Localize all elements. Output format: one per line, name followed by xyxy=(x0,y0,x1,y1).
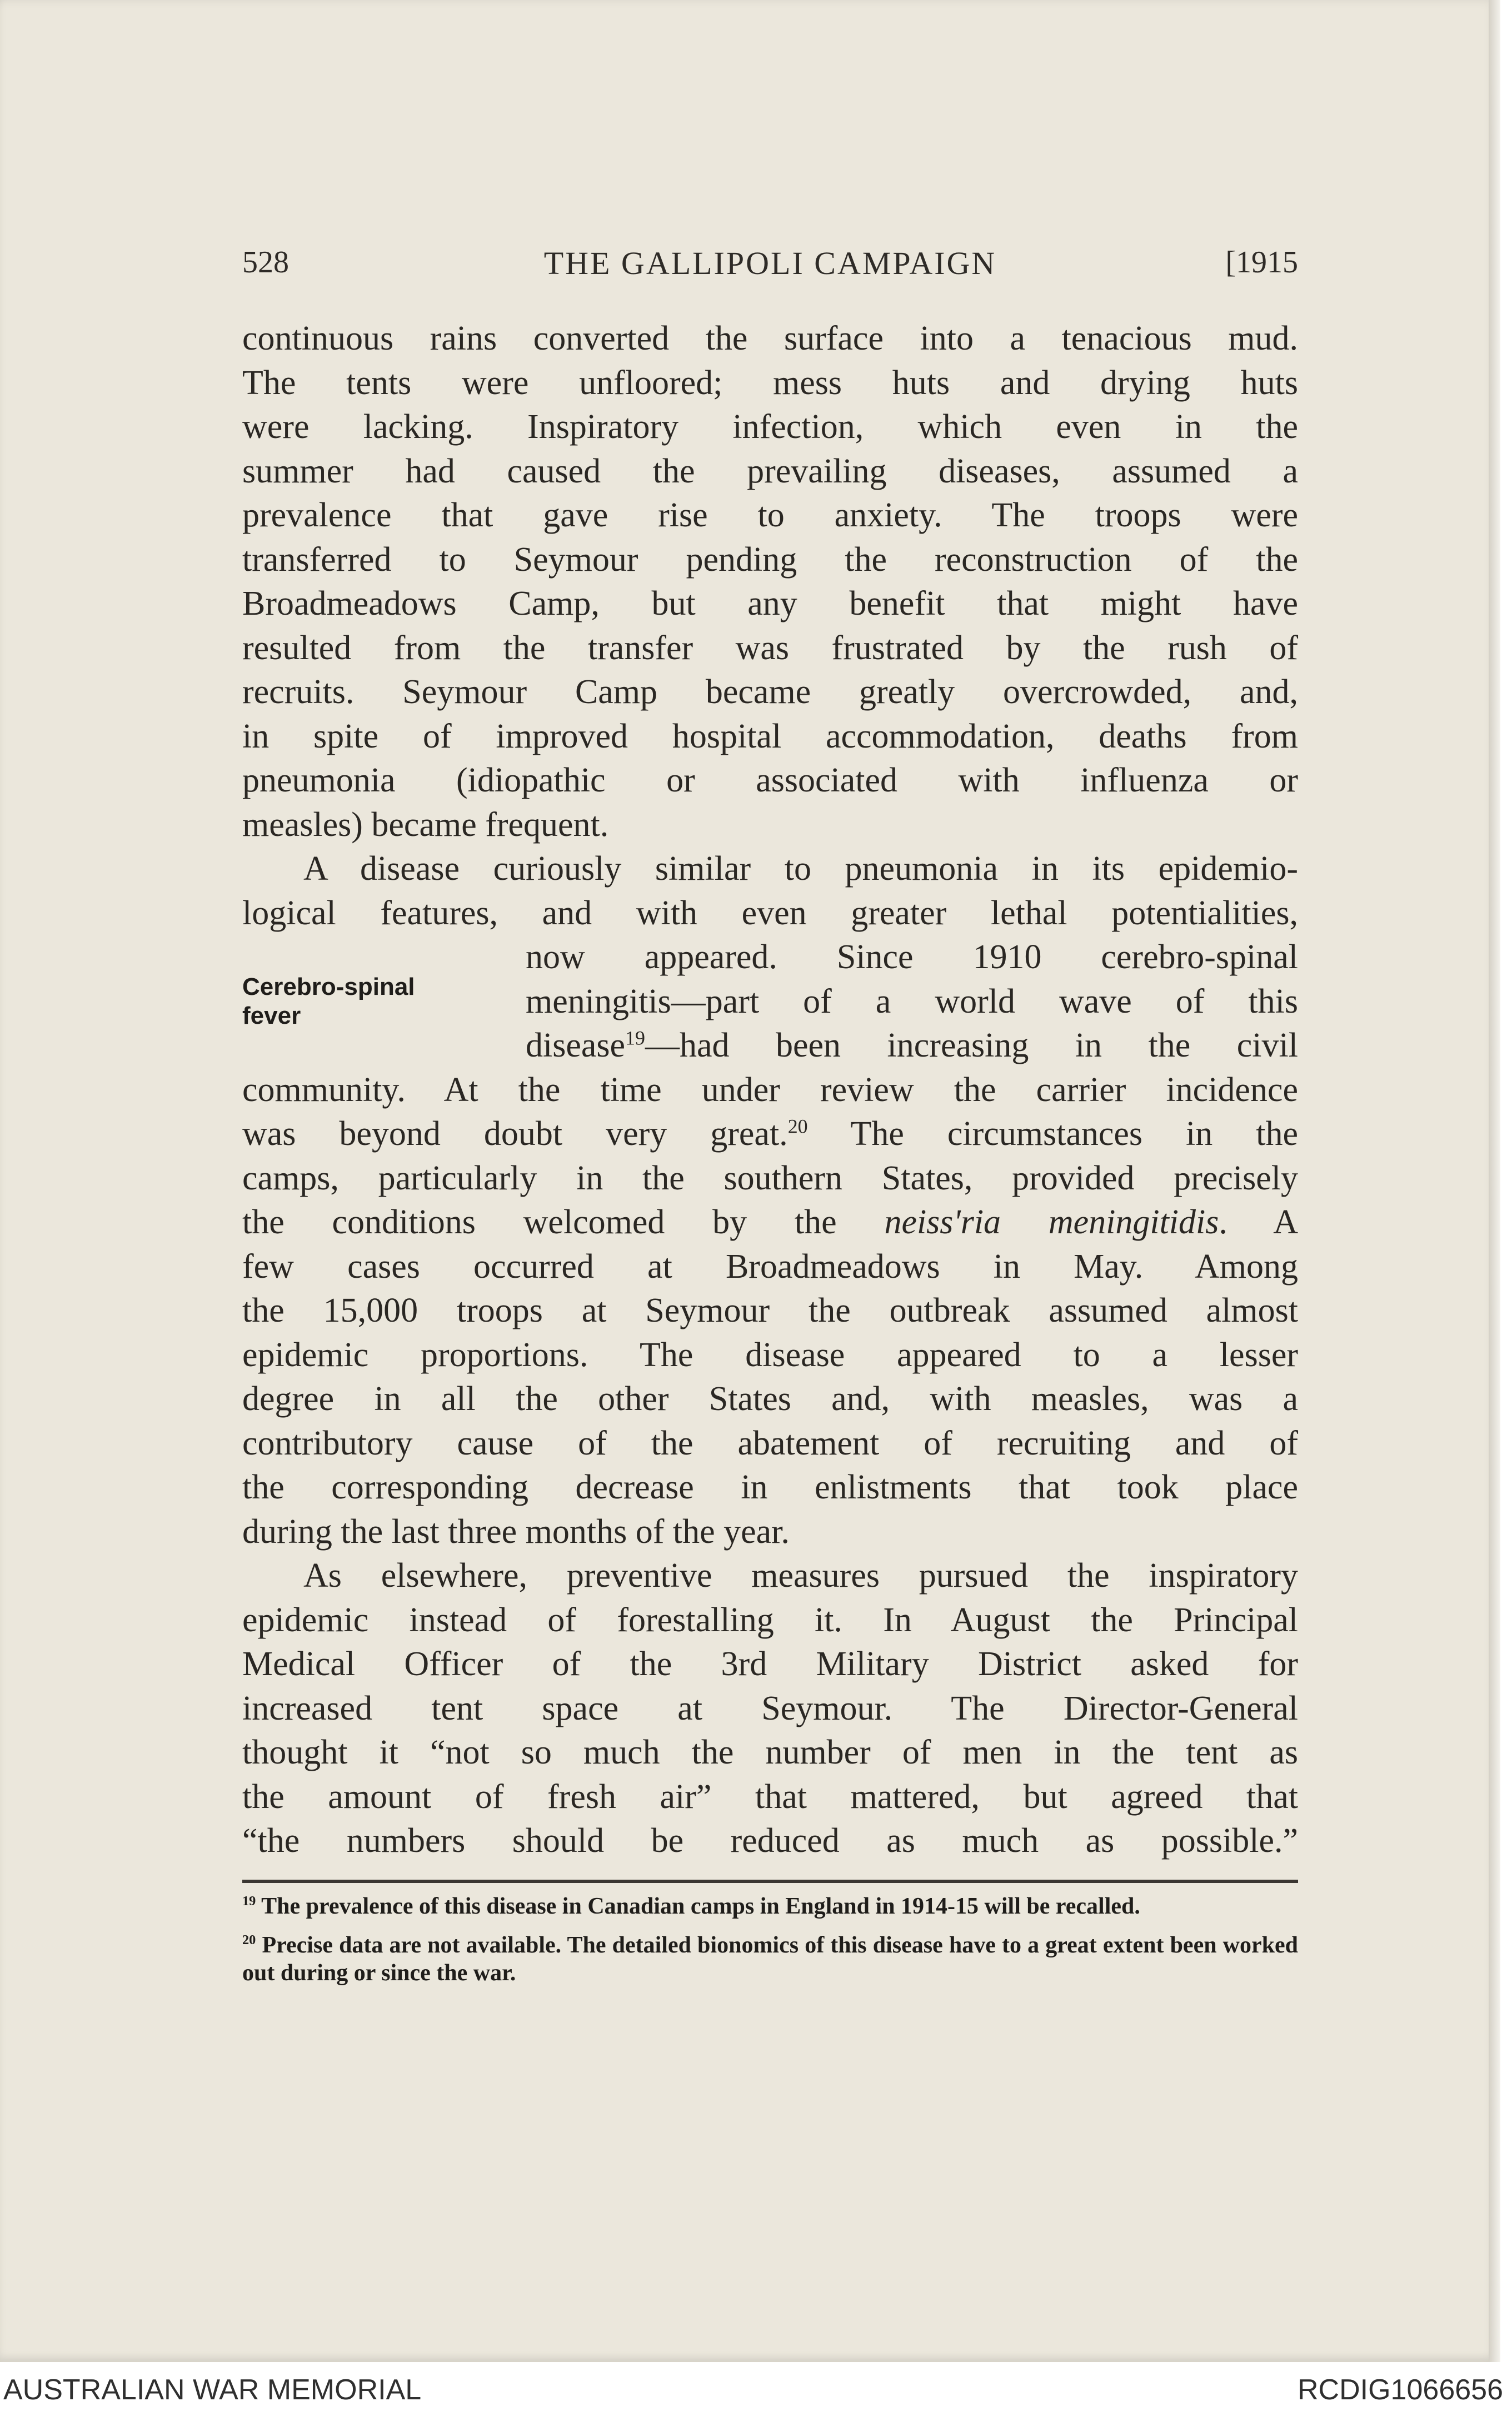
text-line: recruits. Seymour Camp became greatly overcrowded, and, xyxy=(242,673,1298,711)
page-number: 528 xyxy=(242,245,289,280)
text-line: epidemic instead of forestalling it. In August the Principal xyxy=(242,1601,1298,1639)
page-header xyxy=(242,245,1298,283)
text-line: disease$^{19}$—had been increasing in the civil xyxy=(526,1027,1298,1064)
text-line: was beyond doubt very great.$^{20}$ The circumstances in the xyxy=(242,1115,1298,1153)
text-line: meningitis—part of a world wave of this xyxy=(526,982,1298,1020)
footnote-text: The prevalence of this disease in Canadian camps in England in 1914-15 will be recalled. xyxy=(261,1894,1140,1919)
text-line: The tents were unfloored; mess huts and drying huts xyxy=(242,363,1298,402)
footnote-ref: 19 xyxy=(625,1027,645,1049)
text-line: during the last three months of the year. xyxy=(242,1512,790,1551)
text-line: the corresponding decrease in enlistments that took place xyxy=(242,1468,1298,1506)
archive-credit: AUSTRALIAN WAR MEMORIAL xyxy=(3,2374,422,2406)
text-line: epidemic proportions. The disease appeared to a lesser xyxy=(242,1336,1298,1374)
text-line: contributory cause of the abatement of recruiting and of xyxy=(242,1424,1298,1462)
text-line: camps, particularly in the southern States, provided precisely xyxy=(242,1159,1298,1197)
footnote-mark: 19 xyxy=(242,1894,256,1909)
footnote-mark: 20 xyxy=(242,1932,256,1947)
footnote-ref: 20 xyxy=(787,1115,808,1138)
text-line: measles) became frequent. xyxy=(242,805,609,844)
page-edge xyxy=(1489,0,1500,2362)
text-line: the amount of fresh air” that mattered, but agreed that xyxy=(242,1777,1298,1816)
footnote xyxy=(242,1931,1298,1987)
marginal-note-line: fever xyxy=(242,1002,301,1029)
footnote xyxy=(242,1892,1298,1920)
footnote-text: Precise data are not available. The detailed bionomics of this disease have to a great extent been worked out during or since the war. xyxy=(242,1932,1299,1986)
text-line: “the numbers should be reduced as much as possible.” xyxy=(242,1822,1298,1860)
text-line: the 15,000 troops at Seymour the outbreak assumed almost xyxy=(242,1292,1298,1329)
text-line: thought it “not so much the number of men in the tent as xyxy=(242,1733,1298,1771)
header-year: [1915 xyxy=(1225,245,1298,280)
marginal-note-line: Cerebro-spinal xyxy=(242,973,415,1000)
text-line: Medical Officer of the 3rd Military District asked for xyxy=(242,1645,1298,1683)
text-line: A disease curiously similar to pneumonia in its epidemio- xyxy=(303,850,1298,888)
text-line: continuous rains converted the surface into a tenacious mud. xyxy=(242,320,1298,357)
text-line: transferred to Seymour pending the reconstruction of the xyxy=(242,540,1298,579)
text-line: were lacking. Inspiratory infection, which even in the xyxy=(242,408,1298,446)
body-text xyxy=(242,317,1298,1864)
text-line: logical features, and with even greater lethal potentialities, xyxy=(242,894,1298,932)
text-line: degree in all the other States and, with measles, was a xyxy=(242,1380,1298,1418)
text-line: Broadmeadows Camp, but any benefit that might have xyxy=(242,585,1298,622)
text-line: the conditions welcomed by the neiss'ria meningitidis. A xyxy=(242,1203,1298,1241)
text-line: increased tent space at Seymour. The Director-General xyxy=(242,1689,1298,1727)
running-title: THE GALLIPOLI CAMPAIGN xyxy=(543,245,997,281)
footnote-rule xyxy=(242,1880,1298,1883)
text-line: community. At the time under review the carrier incidence xyxy=(242,1070,1298,1109)
text-line: pneumonia (idiopathic or associated with influenza or xyxy=(242,761,1298,799)
image-id: RCDIG1066656 xyxy=(1298,2374,1503,2406)
text-line: in spite of improved hospital accommodation, deaths from xyxy=(242,717,1298,755)
footnotes xyxy=(242,1892,1298,1998)
text-line: few cases occurred at Broadmeadows in May. Among xyxy=(242,1247,1298,1286)
text-line: summer had caused the prevailing diseases, assumed a xyxy=(242,452,1298,490)
text-line: now appeared. Since 1910 cerebro-spinal xyxy=(526,938,1298,976)
text-line: prevalence that gave rise to anxiety. The troops were xyxy=(242,496,1298,534)
text-line: As elsewhere, preventive measures pursued the inspiratory xyxy=(303,1557,1298,1595)
text-line: resulted from the transfer was frustrated by the rush of xyxy=(242,629,1298,667)
